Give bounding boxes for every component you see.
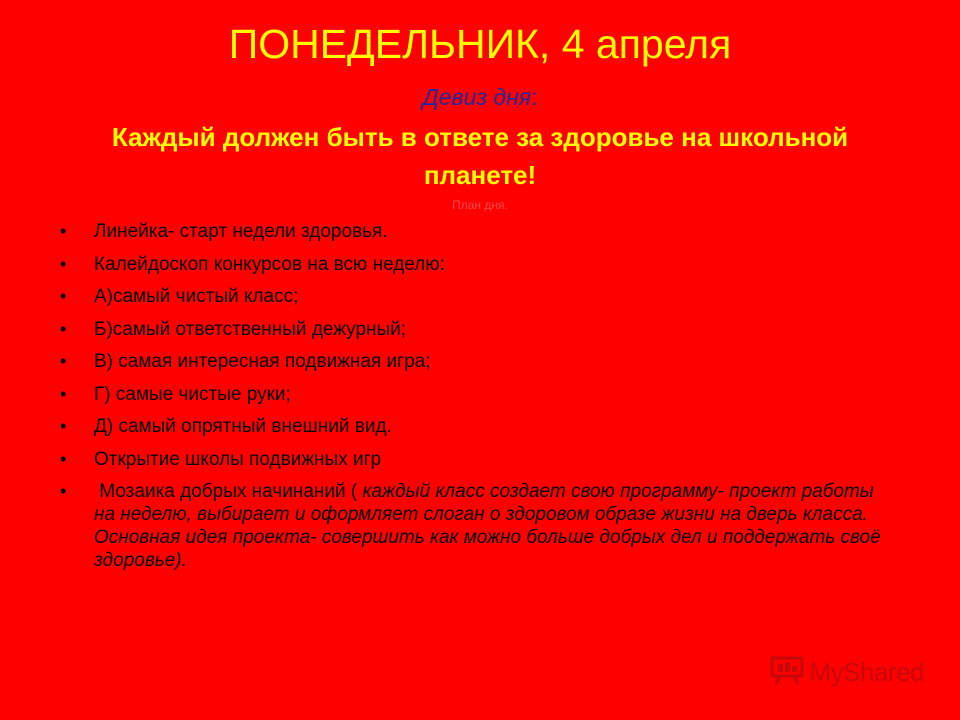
plan-item bbox=[58, 480, 898, 572]
watermark bbox=[770, 655, 925, 690]
plan-list bbox=[58, 220, 898, 582]
plan-item-text: Линейка- старт недели здоровья. bbox=[94, 221, 388, 242]
plan-item bbox=[58, 383, 898, 406]
plan-item-text: В) самая интересная подвижная игра; bbox=[94, 351, 431, 372]
plan-item bbox=[58, 448, 898, 471]
motto-label: Девиз дня bbox=[422, 84, 532, 110]
plan-item-text: Мозаика добрых начинаний ( bbox=[94, 481, 363, 502]
motto-label-line bbox=[0, 80, 960, 114]
plan-item-text: А)самый чистый класс; bbox=[94, 286, 299, 307]
bullet-icon: • bbox=[60, 351, 67, 371]
watermark-text: MyShared bbox=[809, 657, 924, 687]
motto-text: Каждый должен быть в ответе за здоровье на школьной планете! bbox=[111, 122, 849, 190]
bullet-icon: • bbox=[60, 253, 67, 274]
plan-heading: План дня. bbox=[452, 198, 508, 212]
plan-item-text: Д) самый опрятный внешний вид. bbox=[94, 416, 392, 437]
bullet-icon: • bbox=[60, 448, 67, 469]
motto-colon: : bbox=[531, 84, 538, 110]
bullet-icon: • bbox=[60, 221, 67, 241]
bullet-icon: • bbox=[60, 383, 67, 404]
plan-item bbox=[58, 253, 898, 276]
plan-item bbox=[58, 350, 898, 373]
plan-item bbox=[58, 285, 898, 308]
plan-item bbox=[58, 415, 898, 438]
bullet-icon: • bbox=[60, 318, 67, 339]
plan-item-italic-text: каждый класс создает свою программу- проект работы на неделю, выбирает и оформляет слоган о здоровом образе жизни на дверь класса. Основная идея проекта- совершить как можно больше добрых дел и поддержать своё здоровье). bbox=[94, 481, 881, 571]
plan-item-text: Г) самые чистые руки; bbox=[94, 383, 291, 405]
presentation-board-icon bbox=[770, 655, 804, 690]
plan-item-text: Калейдоскоп конкурсов на всю неделю: bbox=[94, 253, 445, 275]
plan-item-text: Б)самый ответственный дежурный; bbox=[94, 318, 407, 340]
slide-title: ПОНЕДЕЛЬНИК, 4 апреля bbox=[228, 21, 732, 67]
plan-item bbox=[58, 318, 898, 341]
bullet-icon: • bbox=[60, 416, 67, 436]
plan-item bbox=[58, 220, 898, 243]
bullet-icon: • bbox=[60, 286, 67, 306]
bullet-icon: • bbox=[60, 481, 67, 501]
plan-item-text: Открытие школы подвижных игр bbox=[94, 448, 382, 470]
